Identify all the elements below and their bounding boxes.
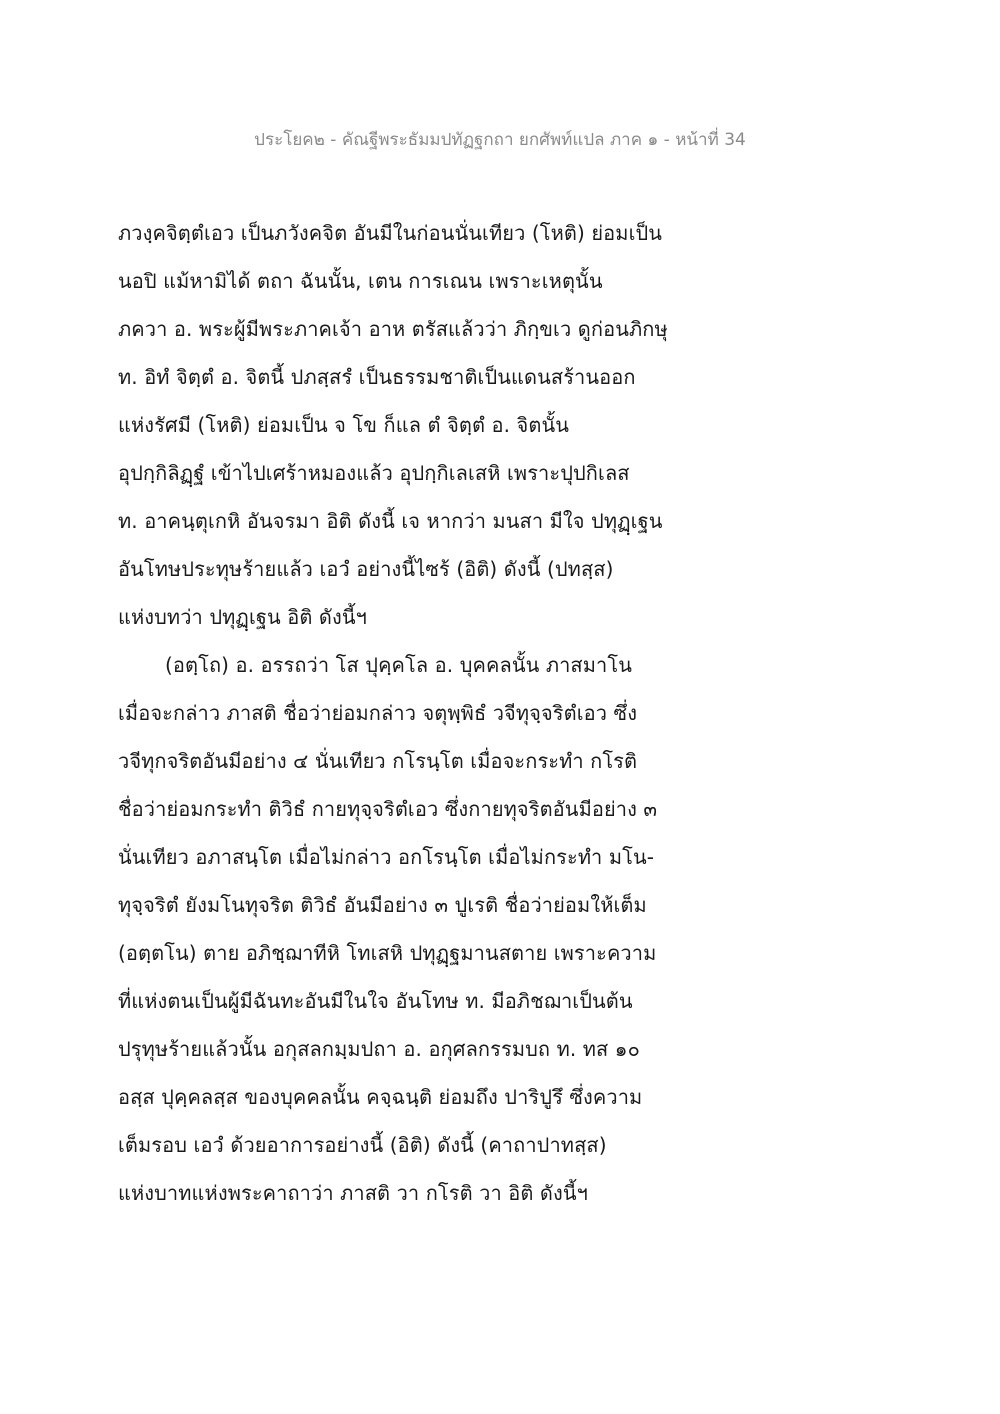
text-line-21: แห่งบาทแห่งพระคาถาว่า ภาสติ วา กโรติ วา อิติ ดังนี้ฯ — [118, 1181, 588, 1205]
text-line-5: แห่งรัศมี (โหติ) ย่อมเป็น จ โข ก็แล ตํ จิตฺตํ อ. จิตนั้น — [118, 413, 570, 437]
text-line-12: วจีทุกจริตอันมีอย่าง ๔ นั่นเทียว กโรนฺโต เมื่อจะกระทำ กโรติ — [118, 749, 638, 773]
text-line-19: อสฺส ปุคฺคลสฺส ของบุคคลนั้น คจฺฉนฺติ ย่อมถึง ปาริปูรึ ซึ่งความ — [118, 1085, 643, 1109]
text-line-20: เต็มรอบ เอวํ ด้วยอาการอย่างนี้ (อิติ) ดังนี้ (คาถาปาทสฺส) — [118, 1133, 607, 1157]
text-line-11: เมื่อจะกล่าว ภาสติ ชื่อว่าย่อมกล่าว จตุพฺพิธํ วจีทุจฺจริตํเอว ซึ่ง — [118, 701, 638, 725]
text-line-8: อันโทษประทุษร้ายแล้ว เอวํ อย่างนี้ไซร้ (อิติ) ดังนี้ (ปทสฺส) — [118, 557, 614, 581]
text-line-7: ท. อาคนฺตุเกหิ อันจรมา อิติ ดังนี้ เจ หากว่า มนสา มีใจ ปทุฏฺเฐน — [118, 509, 663, 533]
running-header-title: ประโยค๒ - คัณฐีพระธัมมปทัฏฐกถา ยกศัพท์แปล ภาค ๑ - หน้าที่ 34 — [254, 130, 746, 150]
text-line-13: ชื่อว่าย่อมกระทำ ติวิธํ กายทุจฺจริตํเอว ซึ่งกายทุจริตอันมีอย่าง ๓ — [118, 797, 658, 821]
body-text — [118, 216, 918, 1224]
text-line-4: ท. อิทํ จิตฺตํ อ. จิตนี้ ปภสฺสรํ เป็นธรรมชาติเป็นแดนสร้านออก — [118, 365, 636, 389]
text-line-3: ภควา อ. พระผู้มีพระภาคเจ้า อาห ตรัสแล้วว่า ภิกฺขเว ดูก่อนภิกษุ — [118, 317, 668, 341]
text-line-16: (อตฺตโน) ตาย อภิชฺฌาทีหิ โทเสหิ ปทุฏฺฐมานสตาย เพราะความ — [118, 941, 657, 965]
text-line-1: ภวงฺคจิตฺตํเอว เป็นภวังคจิต อันมีในก่อนนั่นเทียว (โหติ) ย่อมเป็น — [118, 221, 663, 245]
running-header — [0, 126, 1000, 153]
text-line-6: อุปกฺกิลิฏฺฐํ เข้าไปเศร้าหมองแล้ว อุปกฺกิเลเสหิ เพราะปุปกิเลส — [118, 461, 630, 485]
text-line-17: ที่แห่งตนเป็นผู้มีฉันทะอันมีในใจ อันโทษ ท. มีอภิชฌาเป็นต้น — [118, 989, 633, 1013]
text-line-9: แห่งบทว่า ปทุฏฺเฐน อิติ ดังนี้ฯ — [118, 605, 367, 629]
text-line-14: นั่นเทียว อภาสนฺโต เมื่อไม่กล่าว อกโรนฺโต เมื่อไม่กระทำ มโน- — [118, 845, 655, 869]
text-line-2: นอปิ แม้หามิได้ ตถา ฉันนั้น, เตน การเณน เพราะเหตุนั้น — [118, 269, 603, 293]
text-line-18: ปรุทุษร้ายแล้วนั้น อกุสลกมฺมปถา อ. อกุศลกรรมบถ ท. ทส ๑๐ — [118, 1037, 640, 1061]
text-line-15: ทุจฺจริตํ ยังมโนทุจริต ติวิธํ อันมีอย่าง ๓ ปูเรติ ชื่อว่าย่อมให้เต็ม — [118, 893, 647, 917]
paragraph-start-line: (อตฺโถ) อ. อรรถว่า โส ปุคฺคโล อ. บุคคลนั้น ภาสมาโน — [165, 653, 632, 677]
